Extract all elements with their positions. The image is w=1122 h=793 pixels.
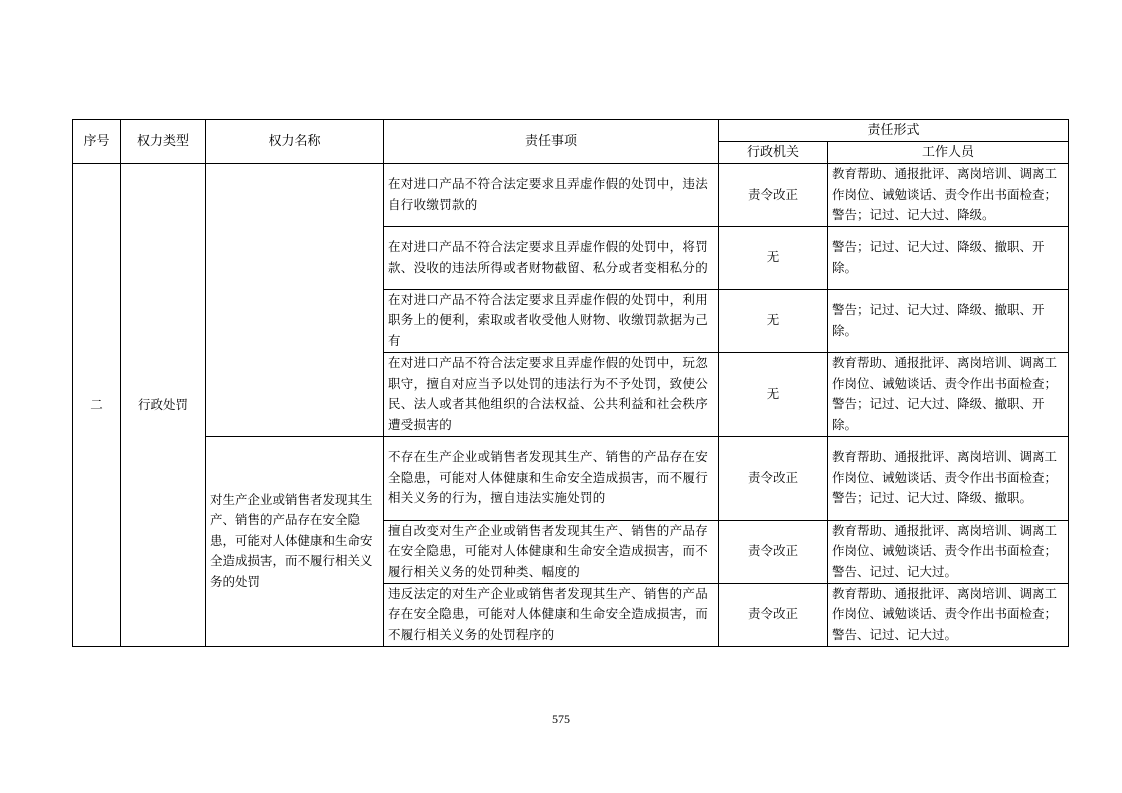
header-power-type: 权力类型 [121,120,206,164]
staff-cell: 教育帮助、通报批评、离岗培训、调离工作岗位、诫勉谈话、责令作出书面检查；警告；记过、记大过、降级、撤职、开除。 [828,352,1069,436]
header-seq: 序号 [73,120,121,164]
admin-org-cell: 责令改正 [719,583,828,646]
admin-org-cell: 无 [719,352,828,436]
duty-item-cell: 不存在生产企业或销售者发现其生产、销售的产品存在安全隐患，可能对人体健康和生命安全造成损害，而不履行相关义务的行为，擅自违法实施处罚的 [384,436,719,520]
power-type-cell: 行政处罚 [121,164,206,647]
duty-table [72,119,1069,647]
staff-cell: 教育帮助、通报批评、离岗培训、调离工作岗位、诫勉谈话、责令作出书面检查；警告、记过、记大过。 [828,583,1069,646]
header-duty-items: 责任事项 [384,120,719,164]
header-staff: 工作人员 [828,142,1069,164]
admin-org-cell: 责令改正 [719,520,828,583]
staff-cell: 警告；记过、记大过、降级、撤职、开除。 [828,289,1069,352]
duty-item-cell: 在对进口产品不符合法定要求且弄虚作假的处罚中，利用职务上的便利，索取或者收受他人财物、收缴罚款据为己有 [384,289,719,352]
table-row [73,164,1069,227]
table-row [73,436,1069,520]
seq-cell: 二 [73,164,121,647]
admin-org-cell: 无 [719,289,828,352]
staff-cell: 教育帮助、通报批评、离岗培训、调离工作岗位、诫勉谈话、责令作出书面检查；警告；记过、记大过、降级、撤职。 [828,436,1069,520]
staff-cell: 教育帮助、通报批评、离岗培训、调离工作岗位、诫勉谈话、责令作出书面检查；警告；记过、记大过、降级。 [828,164,1069,227]
header-duty-form: 责任形式 [719,120,1069,142]
duty-item-cell: 在对进口产品不符合法定要求且弄虚作假的处罚中，将罚款、没收的违法所得或者财物截留、私分或者变相私分的 [384,226,719,289]
power-name-cell [206,164,384,437]
admin-org-cell: 责令改正 [719,164,828,227]
page-number: 575 [552,712,570,726]
duty-item-cell: 擅自改变对生产企业或销售者发现其生产、销售的产品存在安全隐患，可能对人体健康和生命安全造成损害，而不履行相关义务的处罚种类、幅度的 [384,520,719,583]
staff-cell: 警告；记过、记大过、降级、撤职、开除。 [828,226,1069,289]
header-power-name: 权力名称 [206,120,384,164]
power-name-cell: 对生产企业或销售者发现其生产、销售的产品存在安全隐患，可能对人体健康和生命安全造成损害，而不履行相关义务的处罚 [206,436,384,646]
staff-cell: 教育帮助、通报批评、离岗培训、调离工作岗位、诫勉谈话、责令作出书面检查；警告、记过、记大过。 [828,520,1069,583]
duty-item-cell: 在对进口产品不符合法定要求且弄虚作假的处罚中，违法自行收缴罚款的 [384,164,719,227]
duty-item-cell: 违反法定的对生产企业或销售者发现其生产、销售的产品存在安全隐患，可能对人体健康和生命安全造成损害，而不履行相关义务的处罚程序的 [384,583,719,646]
duty-item-cell: 在对进口产品不符合法定要求且弄虚作假的处罚中，玩忽职守，擅自对应当予以处罚的违法行为不予处罚，致使公民、法人或者其他组织的合法权益、公共利益和社会秩序遭受损害的 [384,352,719,436]
admin-org-cell: 无 [719,226,828,289]
admin-org-cell: 责令改正 [719,436,828,520]
header-admin-org: 行政机关 [719,142,828,164]
